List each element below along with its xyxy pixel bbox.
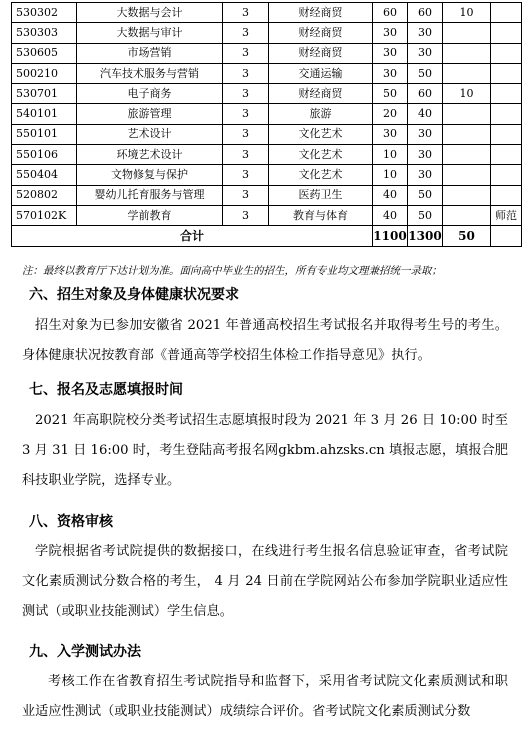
major-name-cell: 市场营销 (77, 43, 223, 63)
duration-cell: 3 (223, 145, 269, 165)
plan-cell: 30 (373, 63, 408, 83)
major-code-cell: 550404 (12, 165, 77, 185)
category-cell: 文化艺术 (269, 124, 373, 144)
plan-cell: 30 (373, 124, 408, 144)
plan-cell: 50 (373, 84, 408, 104)
table-row (12, 3, 522, 23)
duration-cell: 3 (223, 43, 269, 63)
major-name-cell: 艺术设计 (77, 124, 223, 144)
enrollment-plan-table (11, 2, 522, 247)
category-cell: 教育与体育 (269, 205, 373, 225)
major-name-cell: 婴幼儿托育服务与管理 (77, 185, 223, 205)
section-body: 2021 年高职院校分类考试招生志愿填报时段为 2021 年 3 月 26 日 10:00 时至 3 月 31 日 16:00 时，考生登陆高考报名网gkbm.ahzsks.cn 填报志愿，填报合肥科技职业学院，选择专业。 (22, 413, 508, 488)
category-cell: 财经商贸 (269, 23, 373, 43)
duration-cell: 3 (223, 84, 269, 104)
table-row (12, 185, 522, 205)
section-heading: 六、招生对象及身体健康状况要求 (29, 287, 239, 303)
category-cell: 交通运输 (269, 63, 373, 83)
plan-cell: 50 (408, 63, 443, 83)
section-body: 考核工作在省教育招生考试院指导和监督下，采用省考试院文化素质测试和职业适应性测试（或职业技能测试）成绩综合评价。省考试院文化素质测试分数 (22, 674, 508, 719)
extra-plan-cell (443, 63, 491, 83)
duration-cell: 3 (223, 3, 269, 23)
total-cell: 50 (443, 226, 491, 247)
table-row (12, 23, 522, 43)
category-cell: 旅游 (269, 104, 373, 124)
plan-cell: 60 (408, 3, 443, 23)
extra-plan-cell: 10 (443, 3, 491, 23)
extra-plan-cell (443, 124, 491, 144)
extra-plan-cell: 10 (443, 84, 491, 104)
duration-cell: 3 (223, 165, 269, 185)
table-note: 注：最终以教育厅下达计划为准。面向高中毕业生的招生，所有专业均文理兼招统一录取； (22, 265, 442, 277)
plan-cell: 30 (373, 23, 408, 43)
category-cell: 财经商贸 (269, 3, 373, 23)
major-name-cell: 电子商务 (77, 84, 223, 104)
duration-cell: 3 (223, 124, 269, 144)
extra-plan-cell (443, 104, 491, 124)
plan-cell: 10 (373, 145, 408, 165)
major-code-cell: 550106 (12, 145, 77, 165)
total-row (12, 226, 522, 247)
table-row (12, 104, 522, 124)
table-row (12, 165, 522, 185)
remark-cell (491, 185, 522, 205)
section-body: 招生对象为已参加安徽省 2021 年普通高校招生考试报名并取得考生号的考生。身体健康状况按教育部《普通高等学校招生体检工作指导意见》执行。 (22, 318, 508, 363)
remark-cell (491, 104, 522, 124)
section-heading: 九、入学测试办法 (29, 644, 141, 660)
section-heading: 八、资格审核 (29, 514, 113, 530)
extra-plan-cell (443, 43, 491, 63)
plan-cell: 30 (408, 43, 443, 63)
extra-plan-cell (443, 165, 491, 185)
major-code-cell: 570102K (12, 205, 77, 225)
total-cell: 1300 (408, 226, 443, 247)
plan-cell: 40 (373, 205, 408, 225)
plan-cell: 30 (408, 145, 443, 165)
remark-cell (491, 63, 522, 83)
remark-cell: 师范 (491, 205, 522, 225)
major-name-cell: 汽车技术服务与营销 (77, 63, 223, 83)
plan-cell: 30 (408, 165, 443, 185)
plan-cell: 30 (373, 43, 408, 63)
table-row (12, 43, 522, 63)
category-cell: 财经商贸 (269, 84, 373, 104)
major-code-cell: 550101 (12, 124, 77, 144)
duration-cell: 3 (223, 104, 269, 124)
remark-cell (491, 165, 522, 185)
plan-cell: 50 (408, 205, 443, 225)
remark-cell (491, 3, 522, 23)
plan-cell: 60 (373, 3, 408, 23)
plan-cell: 30 (408, 124, 443, 144)
major-name-cell: 学前教育 (77, 205, 223, 225)
major-name-cell: 旅游管理 (77, 104, 223, 124)
total-cell: 1100 (373, 226, 408, 247)
duration-cell: 3 (223, 185, 269, 205)
plan-cell: 30 (408, 23, 443, 43)
table-row (12, 205, 522, 225)
remark-cell (491, 23, 522, 43)
remark-cell (491, 124, 522, 144)
plan-cell: 50 (408, 185, 443, 205)
major-name-cell: 环境艺术设计 (77, 145, 223, 165)
extra-plan-cell (443, 205, 491, 225)
plan-cell: 40 (408, 104, 443, 124)
major-name-cell: 文物修复与保护 (77, 165, 223, 185)
remark-cell (491, 145, 522, 165)
major-name-cell: 大数据与审计 (77, 23, 223, 43)
remark-cell (491, 43, 522, 63)
table-row (12, 63, 522, 83)
section-body: 学院根据省考试院提供的数据接口，在线进行考生报名信息验证审查，省考试院文化素质测试分数合格的考生， 4 月 24 日前在学院网站公布参加学院职业适应性测试（或职业技能测试）学生信息。 (22, 544, 508, 619)
major-code-cell: 500210 (12, 63, 77, 83)
plan-cell: 40 (373, 185, 408, 205)
table-row (12, 124, 522, 144)
duration-cell: 3 (223, 205, 269, 225)
category-cell: 文化艺术 (269, 145, 373, 165)
plan-cell: 10 (373, 165, 408, 185)
category-cell: 文化艺术 (269, 165, 373, 185)
major-code-cell: 530701 (12, 84, 77, 104)
extra-plan-cell (443, 145, 491, 165)
major-name-cell: 大数据与会计 (77, 3, 223, 23)
total-label-cell: 合计 (12, 226, 373, 247)
category-cell: 医药卫生 (269, 185, 373, 205)
major-code-cell: 530302 (12, 3, 77, 23)
table-row (12, 84, 522, 104)
plan-cell: 20 (373, 104, 408, 124)
duration-cell: 3 (223, 23, 269, 43)
section-heading: 七、报名及志愿填报时间 (29, 382, 183, 398)
remark-cell (491, 84, 522, 104)
category-cell: 财经商贸 (269, 43, 373, 63)
table-row (12, 145, 522, 165)
major-code-cell: 540101 (12, 104, 77, 124)
remark-cell (491, 226, 522, 247)
extra-plan-cell (443, 185, 491, 205)
plan-cell: 60 (408, 84, 443, 104)
major-code-cell: 530303 (12, 23, 77, 43)
duration-cell: 3 (223, 63, 269, 83)
major-code-cell: 530605 (12, 43, 77, 63)
extra-plan-cell (443, 23, 491, 43)
major-code-cell: 520802 (12, 185, 77, 205)
